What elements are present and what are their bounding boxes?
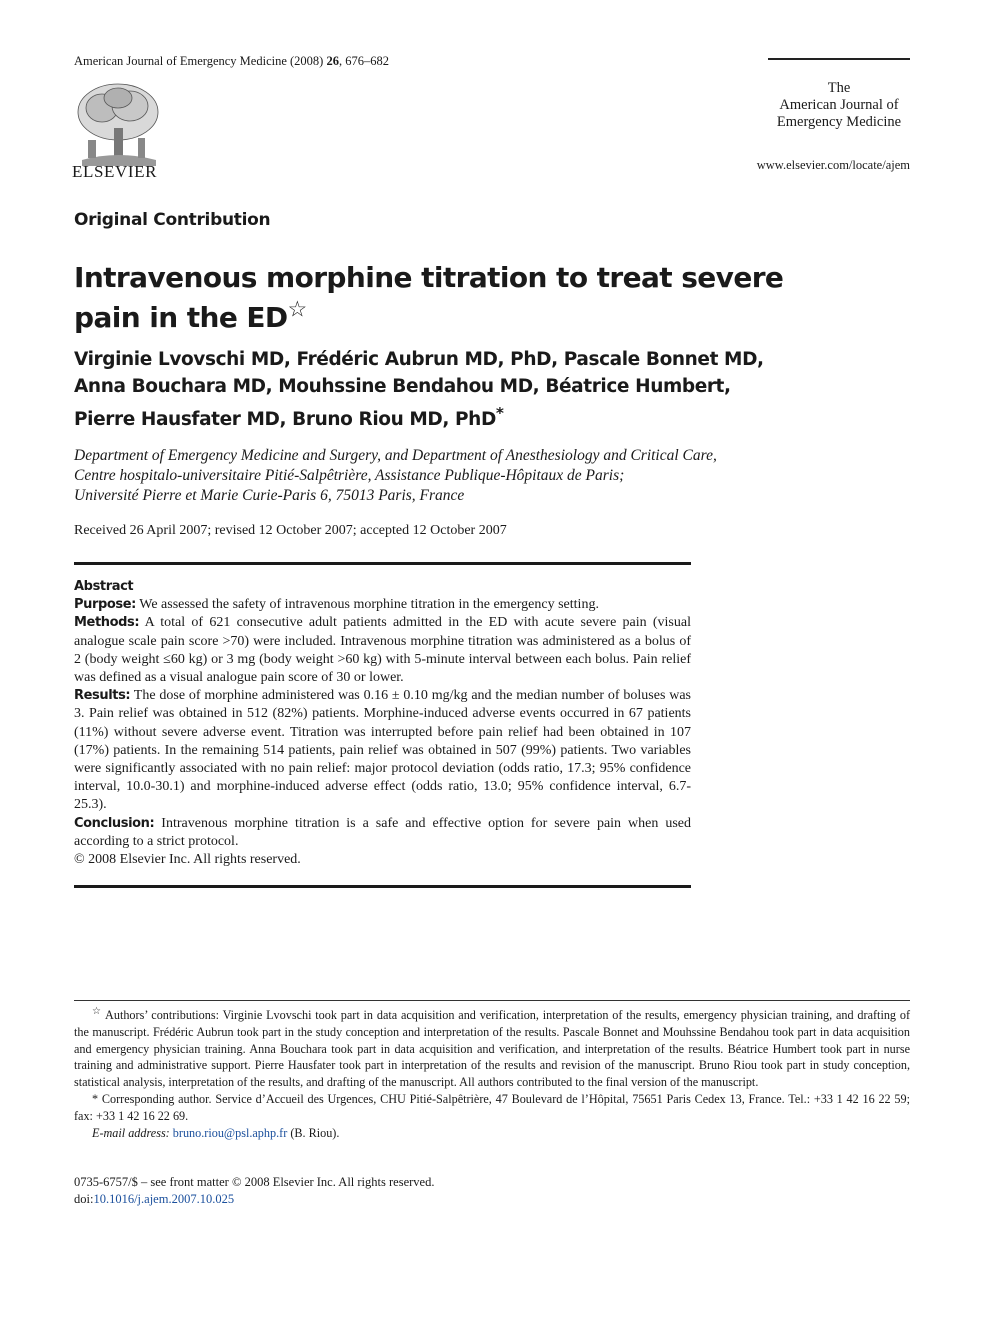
results-text: The dose of morphine administered was 0.16 ± 0.10 mg/kg and the median number of boluses was 3. Pain relief was obtained in 512 (82%) patients. Morphine-induced adverse events occurred in 67 patients (11%) without severe adverse event. Titration was interrupted before pain relief had been obtained in 107 (17%) patients. In the remaining 514 patients, pain relief was obtained in 507 (99%) patients. Two variables were significantly associated with no pain relief: major protocol deviation (odds ratio, 17.3; 95% confidence interval, 10.0-30.1) and morphine-induced adverse effect (odds ratio, 13.0; 95% confidence interval, 6.7-25.3).	[74, 688, 691, 813]
title-footnote-star-icon[interactable]: ☆	[287, 297, 307, 323]
methods-label: Methods:	[74, 615, 140, 631]
abstract-purpose	[74, 596, 691, 614]
affiliation	[74, 446, 834, 506]
journal-citation	[74, 54, 389, 69]
footnote-rule	[74, 1000, 910, 1001]
purpose-label: Purpose:	[74, 597, 136, 613]
journal-name-line2: American Journal of	[779, 97, 899, 113]
journal-header-rules	[768, 58, 910, 66]
citation-pages: , 676–682	[338, 54, 389, 68]
email-label: E-mail address:	[92, 1125, 173, 1140]
doi-link[interactable]: 10.1016/j.ajem.2007.10.025	[93, 1192, 235, 1206]
contributions-text: Authors’ contributions: Virginie Lvovschi took part in data acquisition and verification, interpretation of the results, emergency physician training, and drafting of the manuscript. Frédéric Aubrun took part in the study conception and interpretation of the results. Pascale Bonnet and Mouhssine Bendahou took part in data acquisition and emergency physician training. Anna Bouchara took part in data acquisition and verification, and interpretation of the results. Béatrice Humbert took part in nurse training and administrative support. Pierre Hausfater took part in interpretation of the results and revision of the manuscript. Bruno Riou took part in study conception, statistical analysis, interpretation of the results, and drafting of the manuscript. All authors contributed to the final version of the manuscript.	[74, 1008, 910, 1090]
article-title	[74, 258, 834, 338]
abstract-heading: Abstract	[74, 579, 134, 594]
received-dates: Received 26 April 2007; revised 12 October 2007; accepted 12 October 2007	[74, 523, 507, 538]
affiliation-line2: Centre hospitalo-universitaire Pitié-Salpêtrière, Assistance Publique-Hôpitaux de Paris;	[74, 467, 625, 484]
doi-label: doi:	[74, 1192, 94, 1206]
doi-line	[74, 1191, 434, 1208]
authors-line1: Virginie Lvovschi MD, Frédéric Aubrun MD, PhD, Pascale Bonnet MD,	[74, 349, 764, 370]
conclusion-text: Intravenous morphine titration is a safe and effective option for severe pain when used according to a strict protocol.	[74, 815, 691, 849]
results-label: Results:	[74, 688, 131, 704]
issn-line: 0735-6757/$ – see front matter © 2008 Elsevier Inc. All rights reserved.	[74, 1175, 435, 1189]
citation-prefix: American Journal of Emergency Medicine (2008)	[74, 54, 327, 68]
abstract-conclusion	[74, 815, 691, 851]
footnote-star-icon: ☆	[92, 1006, 102, 1017]
journal-name-line1: The	[827, 80, 851, 96]
corresponding-footnote	[74, 1091, 910, 1125]
methods-text: A total of 621 consecutive adult patients admitted in the ED with acute severe pain (visual analogue scale pain score >70) were included. Intravenous morphine titration was administered as a bolus of 2 (body weight ≤60 kg) or 3 mg (body weight >60 kg) with 5-minute interval between each bolus. Pain relief was defined as a visual analogue pain score of 30 or lower.	[74, 615, 691, 686]
abstract	[74, 578, 691, 869]
corresponding-author-mark[interactable]: *	[495, 404, 504, 422]
email-footnote	[74, 1125, 910, 1142]
footnotes	[74, 1004, 910, 1141]
journal-name-line3: Emergency Medicine	[776, 114, 902, 130]
citation-volume: 26	[326, 54, 339, 68]
conclusion-label: Conclusion:	[74, 815, 155, 831]
corresponding-text: Corresponding author. Service d’Accueil des Urgences, CHU Pitié-Salpêtrière, 47 Boulevard de l’Hôpital, 75651 Paris Cedex 13, France. Tel.: +33 1 42 16 22 59; fax: +33 1 42 16 22 69.	[74, 1092, 910, 1123]
abstract-top-rule	[74, 562, 691, 565]
footnote-asterisk: *	[92, 1092, 99, 1107]
authors-line2: Anna Bouchara MD, Mouhssine Bendahou MD, Béatrice Humbert,	[74, 376, 731, 397]
author-list	[74, 346, 894, 433]
email-link[interactable]: bruno.riou@psl.aphp.fr	[172, 1125, 288, 1140]
abstract-results	[74, 687, 691, 814]
purpose-text: We assessed the safety of intravenous morphine titration in the emergency setting.	[135, 597, 599, 613]
abstract-copyright: © 2008 Elsevier Inc. All rights reserved.	[74, 852, 301, 868]
authors-line3-text: Pierre Hausfater MD, Bruno Riou MD, PhD	[74, 409, 496, 431]
journal-name	[768, 80, 910, 131]
abstract-methods	[74, 614, 691, 687]
authors-line3	[74, 400, 894, 433]
publisher-name: ELSEVIER	[72, 162, 158, 181]
section-label: Original Contribution	[74, 210, 271, 230]
front-matter	[74, 1174, 434, 1208]
journal-url[interactable]: www.elsevier.com/locate/ajem	[756, 158, 910, 172]
affiliation-line3: Université Pierre et Marie Curie-Paris 6, 75013 Paris, France	[74, 487, 465, 504]
abstract-bottom-rule	[74, 885, 691, 888]
article-title-text: Intravenous morphine titration to treat severe pain in the ED	[74, 261, 784, 334]
contributions-footnote	[74, 1004, 910, 1091]
affiliation-line1: Department of Emergency Medicine and Surgery, and Department of Anesthesiology and Critical Care,	[74, 447, 717, 464]
email-suffix: (B. Riou).	[287, 1125, 340, 1140]
